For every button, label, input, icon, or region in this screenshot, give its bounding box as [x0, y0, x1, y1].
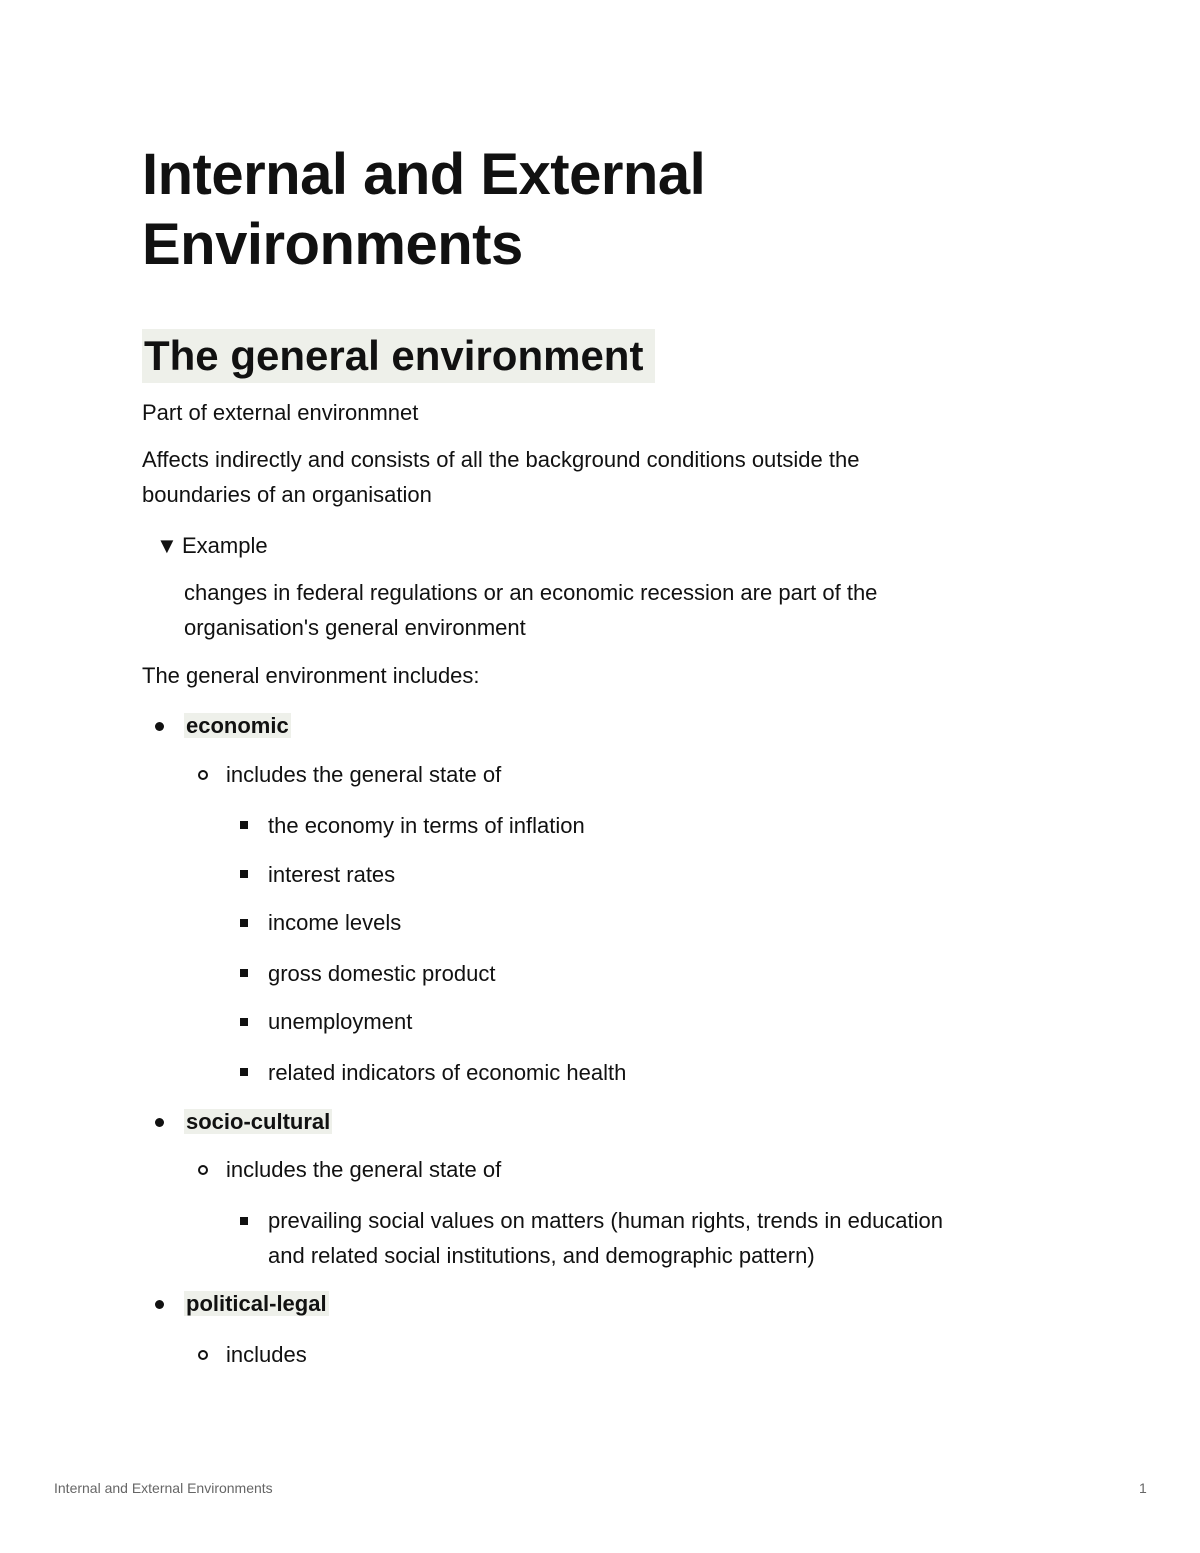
toggle-label: Example [182, 533, 268, 558]
economic-item: unemployment [268, 1009, 413, 1034]
socio-item-line-1: prevailing social values on matters (human rights, trends in education [268, 1208, 944, 1233]
political-sub: includes [226, 1342, 307, 1367]
bullet-disc-icon [155, 1300, 164, 1309]
economic-item: income levels [268, 910, 402, 935]
toggle-triangle-icon[interactable]: ▼ [156, 533, 178, 558]
section-heading: The general environment [142, 329, 655, 383]
bullet-square-icon [240, 969, 248, 977]
political-legal-label: political-legal [186, 1291, 327, 1316]
list-item-economic [184, 708, 291, 743]
bullet-square-icon [240, 870, 248, 878]
paragraph-external: Part of external environmnet [142, 400, 419, 425]
footer-page-number: 1 [1139, 1480, 1147, 1496]
bullet-square-icon [240, 1018, 248, 1026]
economic-sub: includes the general state of [226, 762, 502, 787]
economic-label: economic [186, 713, 289, 738]
socio-item [268, 1203, 943, 1273]
economic-item: related indicators of economic health [268, 1060, 627, 1085]
bullet-disc-icon [155, 722, 164, 731]
bullet-circle-icon [198, 770, 208, 780]
bullet-square-icon [240, 821, 248, 829]
toggle-content-line-2: organisation's general environment [184, 615, 526, 640]
socio-cultural-label: socio-cultural [186, 1109, 331, 1134]
toggle-example[interactable] [156, 528, 268, 563]
toggle-content-line-1: changes in federal regulations or an economic recession are part of the [184, 580, 878, 605]
economic-item: gross domestic product [268, 961, 496, 986]
bullet-square-icon [240, 1068, 248, 1076]
list-item-political-legal [184, 1286, 329, 1321]
bullet-circle-icon [198, 1350, 208, 1360]
socio-sub: includes the general state of [226, 1157, 502, 1182]
list-item-socio-cultural [184, 1104, 332, 1139]
bullet-disc-icon [155, 1118, 164, 1127]
page-title-line-2: Environments [142, 212, 523, 277]
bullet-square-icon [240, 1217, 248, 1225]
page-title-line-1: Internal and External [142, 142, 706, 207]
bullet-square-icon [240, 919, 248, 927]
toggle-content [184, 575, 877, 645]
page-title [142, 140, 1042, 280]
paragraph-affects-line-2: boundaries of an organisation [142, 482, 432, 507]
includes-intro: The general environment includes: [142, 663, 480, 688]
economic-item: interest rates [268, 862, 396, 887]
economic-item: the economy in terms of inflation [268, 813, 585, 838]
socio-item-line-2: and related social institutions, and demographic pattern) [268, 1243, 815, 1268]
paragraph-affects [142, 442, 859, 512]
bullet-circle-icon [198, 1165, 208, 1175]
paragraph-affects-line-1: Affects indirectly and consists of all the background conditions outside the [142, 447, 860, 472]
footer-title: Internal and External Environments [54, 1480, 273, 1496]
